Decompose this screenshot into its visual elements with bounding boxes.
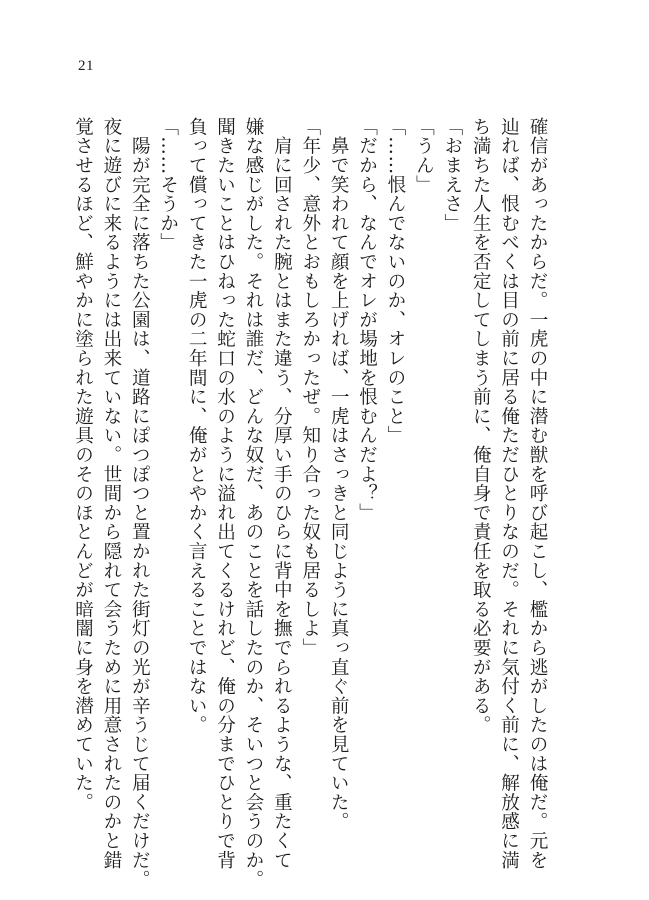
text-line: 聞きたいことはひねった蛇口の水のように溢れ出てくるけれど、俺の分までひとりで背: [214, 117, 236, 870]
text-line: 確信があったからだ。一虎の中に潜む獣を呼び起こし、檻から逃がしたのは俺だ。元を: [527, 117, 548, 870]
text-line: 肩に回された腕とはまた違う、分厚い手のひらに背中を撫でられるような、重たくて: [271, 117, 293, 870]
text-line: 「年少、意外とおもしろかったぜ。知り合った奴も居るしよ」: [299, 117, 321, 658]
text-line: 覚させるほど、鮮やかに塗られた遊具のそのほとんどが暗闇に身を潜めていた。: [72, 117, 94, 812]
text-line: 陽が完全に落ちた公園は、道路にぽつぽつと置かれた街灯の光が辛うじて届くだけだ。: [129, 117, 151, 889]
text-line: 「……恨んでないのか、オレのこと」: [384, 117, 406, 446]
text-line: 夜に遊びに来るようには出来ていない。世間から隠れて会うために用意されたのかと錯: [100, 117, 122, 870]
text-line: 「……そうか」: [157, 117, 179, 253]
page-number: 21: [78, 58, 94, 74]
text-line: ち満ちた人生を否定してしまう前に、俺自身で責任を取る必要がある。: [470, 117, 492, 735]
text-line: 嫌な感じがした。それは誰だ、どんな奴だ、あのことを話したのか、そいつと会うのか。: [242, 117, 264, 889]
text-line: 鼻で笑われて顔を上げれば、一虎はさっきと同じように真っ直ぐ前を見ていた。: [328, 117, 350, 832]
text-line: 負って償ってきた一虎の二年間に、俺がとやかく言えることではない。: [186, 117, 208, 735]
text-line: 「おまえさ」: [441, 117, 463, 233]
text-line: 「だから、なんでオレが場地を恨むんだよ？」: [356, 117, 378, 523]
text-line: 辿れば、恨むべくは目の前に居る俺ただひとりなのだ。それに気付く前に、解放感に満: [498, 117, 520, 870]
vertical-text-body: [68, 117, 551, 889]
text-line: 「うん」: [413, 117, 435, 195]
